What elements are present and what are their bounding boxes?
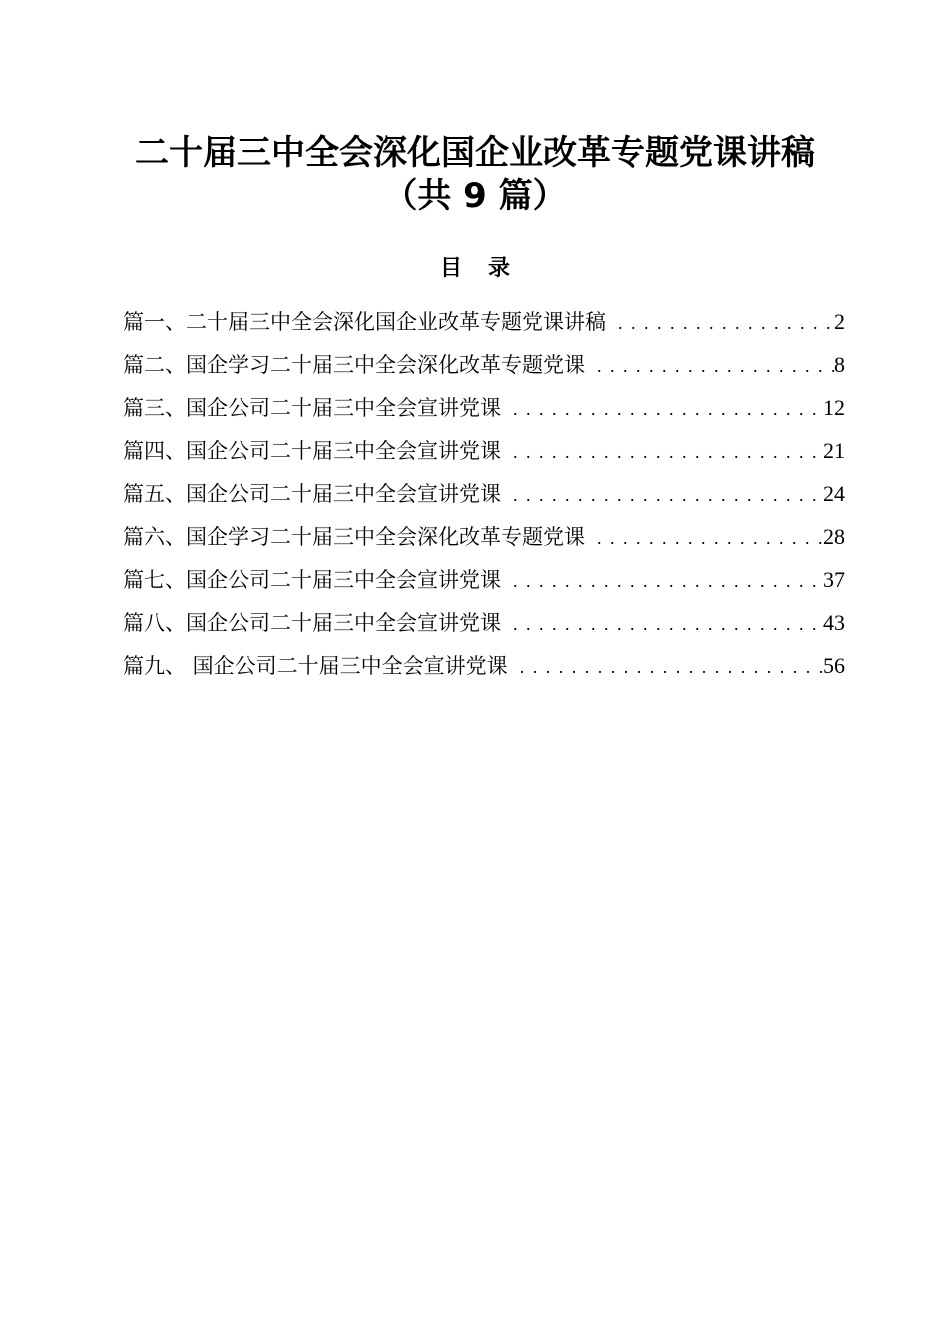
toc-entry-label: 篇三、国企公司二十届三中全会宣讲党课: [123, 396, 501, 420]
toc-leader-dots: [501, 474, 823, 517]
toc-entry-label: 篇五、国企公司二十届三中全会宣讲党课: [123, 482, 501, 506]
toc-entry-page: 24: [823, 481, 845, 506]
toc-leader-dots: [501, 431, 823, 474]
toc-entry-label: 篇四、国企公司二十届三中全会宣讲党课: [123, 439, 501, 463]
toc-entry[interactable]: [123, 300, 845, 343]
toc-entry[interactable]: [123, 644, 845, 687]
toc-leader-dots: [501, 560, 823, 603]
toc-entry-page: 8: [834, 352, 845, 377]
toc-entry[interactable]: [123, 343, 845, 386]
document-subtitle: （共 9 篇）: [383, 176, 567, 216]
toc-entry-page: 2: [834, 309, 845, 334]
toc-leader-dots: [585, 517, 823, 560]
toc-leader-dots: [585, 345, 834, 388]
toc-entry[interactable]: [123, 601, 845, 644]
toc-entry-label: 篇八、国企公司二十届三中全会宣讲党课: [123, 611, 501, 635]
toc-entry-label: 篇七、国企公司二十届三中全会宣讲党课: [123, 568, 501, 592]
toc-entry-page: 21: [823, 438, 845, 463]
toc-leader-dots: [501, 603, 823, 646]
toc-entry-label: 篇九、 国企公司二十届三中全会宣讲党课: [123, 654, 508, 678]
toc-entry-page: 56: [823, 653, 845, 678]
toc-entry-label: 篇二、国企学习二十届三中全会深化改革专题党课: [123, 353, 585, 377]
document-title: 二十届三中全会深化国企业改革专题党课讲稿: [135, 133, 815, 173]
toc-entry[interactable]: [123, 386, 845, 429]
toc-entry-page: 12: [823, 395, 845, 420]
toc-entry[interactable]: [123, 472, 845, 515]
toc-entry[interactable]: [123, 558, 845, 601]
toc-entry[interactable]: [123, 429, 845, 472]
table-of-contents: [123, 300, 845, 687]
toc-entry[interactable]: [123, 515, 845, 558]
toc-leader-dots: [508, 646, 823, 689]
toc-entry-label: 篇一、二十届三中全会深化国企业改革专题党课讲稿: [123, 310, 606, 334]
toc-entry-page: 43: [823, 610, 845, 635]
toc-entry-page: 28: [823, 524, 845, 549]
toc-leader-dots: [501, 388, 823, 431]
toc-entry-page: 37: [823, 567, 845, 592]
toc-heading: 目录: [439, 256, 536, 281]
toc-entry-label: 篇六、国企学习二十届三中全会深化改革专题党课: [123, 525, 585, 549]
toc-leader-dots: [606, 302, 834, 345]
